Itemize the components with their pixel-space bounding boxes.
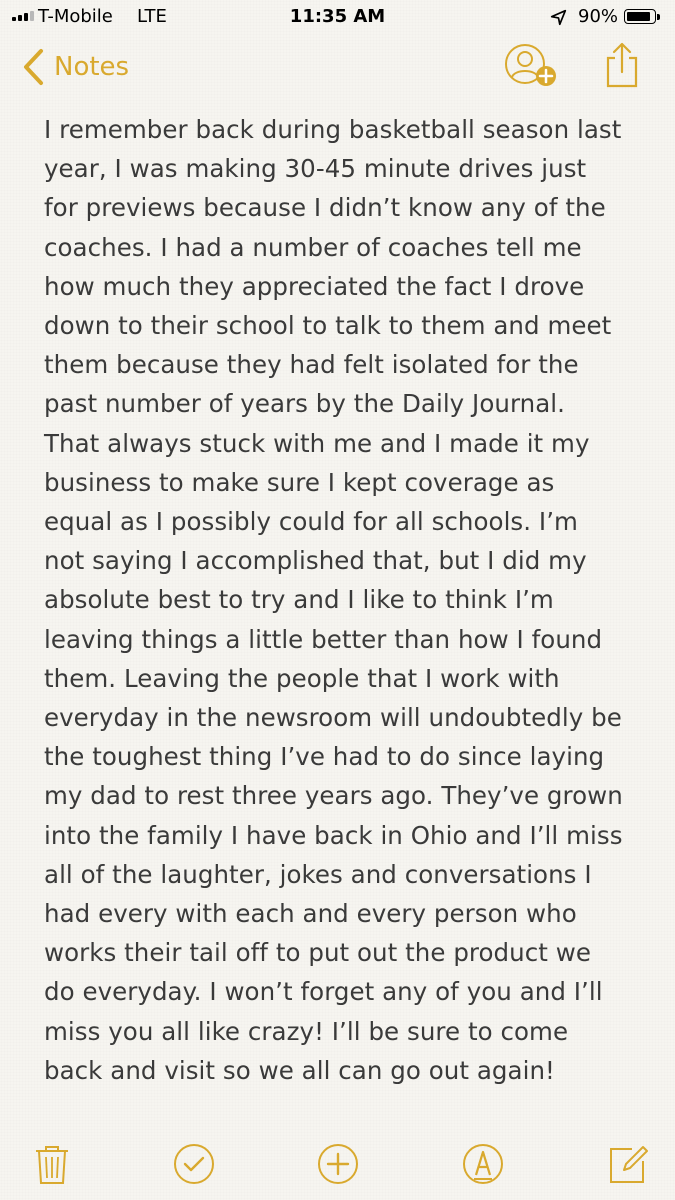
note-line: business to make sure I kept coverage as <box>44 467 555 497</box>
network-type: LTE <box>137 6 167 27</box>
note-text[interactable] <box>44 110 664 1090</box>
note-line: them. Leaving the people that I work with <box>44 663 560 693</box>
battery-percentage: 90% <box>578 6 619 27</box>
back-button[interactable] <box>22 48 129 86</box>
note-line: back and visit so we all can go out again! <box>44 1055 555 1085</box>
status-bar <box>0 0 675 34</box>
note-line: into the family I have back in Ohio and I’ll miss <box>44 820 623 850</box>
clock: 11:35 AM <box>289 6 386 27</box>
note-line: them because they had felt isolated for the <box>44 350 579 380</box>
share-icon[interactable] <box>604 40 640 88</box>
markup-icon[interactable] <box>461 1142 505 1186</box>
back-button-label: Notes <box>54 52 130 82</box>
battery-cap <box>657 14 660 20</box>
checklist-icon[interactable] <box>172 1142 216 1186</box>
add-people-icon[interactable] <box>503 42 559 90</box>
note-line: I remember back during basketball season last <box>44 115 622 144</box>
bottom-toolbar <box>0 1140 675 1200</box>
note-line: the toughest thing I’ve had to do since laying <box>44 742 605 772</box>
navigation-bar <box>0 34 675 104</box>
note-line: for previews because I didn’t know any of the <box>44 193 606 223</box>
note-line: everyday in the newsroom will undoubtedly be <box>44 703 622 733</box>
add-icon[interactable] <box>316 1142 360 1186</box>
note-line: leaving things a little better than how I found <box>44 624 603 654</box>
location-arrow-icon <box>550 9 567 26</box>
note-line: past number of years by the Daily Journal. <box>44 389 565 419</box>
note-line: coaches. I had a number of coaches tell me <box>44 232 582 262</box>
note-line: year, I was making 30-45 minute drives just <box>44 154 587 184</box>
note-line: not saying I accomplished that, but I did my <box>44 546 587 576</box>
battery-icon <box>624 9 656 24</box>
note-line: That always stuck with me and I made it my <box>44 428 590 458</box>
note-line: how much they appreciated the fact I drove <box>44 271 585 301</box>
note-line: miss you all like crazy! I’ll be sure to come <box>44 1016 569 1046</box>
note-line: works their tail off to put out the product we <box>44 938 591 968</box>
note-line: absolute best to try and I like to think I’m <box>44 585 554 615</box>
chevron-left-icon <box>22 48 44 86</box>
note-line: down to their school to talk to them and meet <box>44 311 612 341</box>
carrier-name: T-Mobile <box>38 6 113 27</box>
note-line: equal as I possibly could for all schools. I’m <box>44 507 578 537</box>
note-line: all of the laughter, jokes and conversations I <box>44 859 592 889</box>
note-line: my dad to rest three years ago. They’ve grown <box>44 781 623 811</box>
note-line: do everyday. I won’t forget any of you and I’ll <box>44 977 603 1007</box>
compose-icon[interactable] <box>606 1142 650 1186</box>
note-line: had every with each and every person who <box>44 899 577 929</box>
trash-icon[interactable] <box>30 1142 74 1186</box>
